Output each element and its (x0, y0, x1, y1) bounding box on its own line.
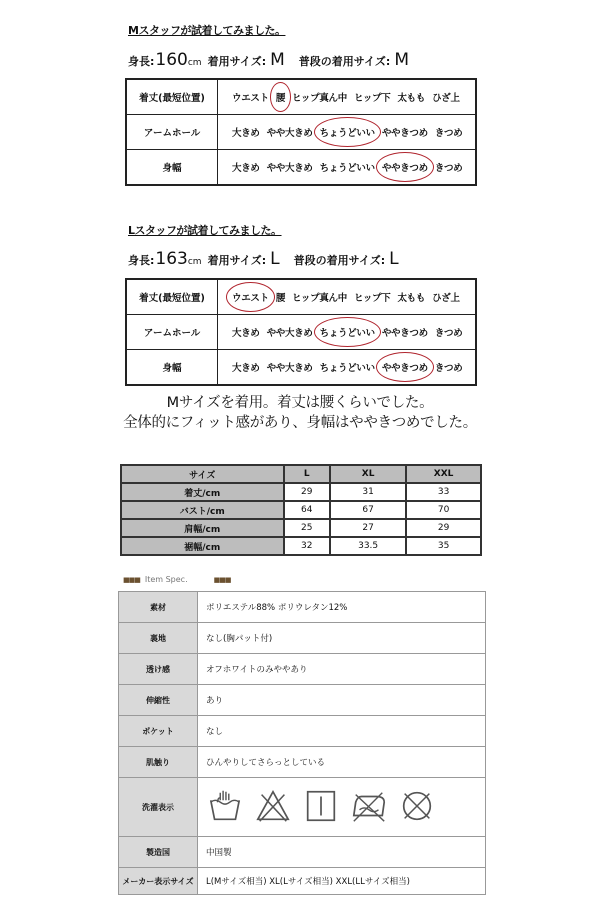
spec-key: 素材 (119, 592, 198, 623)
size-row (121, 519, 481, 537)
fit-option: ややきつめ (381, 128, 428, 139)
fit-option: ちょうどいい (319, 163, 375, 174)
m-staff-fit-table (125, 78, 477, 186)
fit-option: 太もも (397, 93, 426, 104)
fit-option-selected: ややきつめ (382, 160, 428, 174)
fit-option: やや大きめ (266, 163, 313, 174)
fit-row (126, 150, 476, 186)
size-value: 25 (284, 519, 331, 537)
fit-row-label: アームホール (126, 115, 218, 150)
spec-key: 透け感 (119, 654, 198, 685)
fit-row-options (218, 350, 477, 386)
size-value: 35 (406, 537, 481, 555)
height-unit: cm (187, 58, 202, 68)
spec-value: ポリエステル88% ポリウレタン12% (198, 592, 486, 623)
fit-option-selected: ややきつめ (382, 360, 428, 374)
size-header-row (121, 465, 481, 483)
size-header-cell: サイズ (121, 465, 284, 483)
fit-option: ひざ上 (432, 293, 460, 304)
fit-row-label: 身幅 (126, 350, 218, 386)
size-header-cell: L (284, 465, 331, 483)
item-spec-table (118, 591, 486, 895)
spec-row (119, 747, 486, 778)
spec-key: ポケット (119, 716, 198, 747)
size-value: 33 (406, 483, 481, 501)
l-staff-fit-table (125, 278, 477, 386)
spec-row (119, 592, 486, 623)
size-value: 64 (284, 501, 331, 519)
fit-option: ヒップ真ん中 (292, 293, 347, 304)
fit-row-label: アームホール (126, 315, 218, 350)
fit-row (126, 279, 476, 315)
fit-option: 太もも (397, 293, 426, 304)
spec-value: なし (198, 716, 486, 747)
usual-size: M (394, 50, 409, 70)
spec-row (119, 654, 486, 685)
no-bleach-icon (254, 787, 292, 828)
decor-dots-right: ■■■ (213, 575, 231, 584)
line-dry-icon (302, 787, 340, 828)
care-icons (206, 787, 485, 828)
fit-option: ヒップ真ん中 (292, 93, 347, 104)
usual-size: L (389, 249, 399, 269)
fit-option: きつめ (434, 363, 463, 374)
size-table (120, 464, 482, 556)
fit-option-selected: ウエスト (232, 290, 269, 304)
spec-key: 裏地 (119, 623, 198, 654)
fit-option-selected: 腰 (276, 90, 285, 104)
fit-option: ひざ上 (432, 93, 460, 104)
fit-row (126, 350, 476, 386)
size-value: 70 (406, 501, 481, 519)
fit-option: 大きめ (232, 163, 260, 174)
fit-option: ややきつめ (381, 328, 428, 339)
spec-key: 肌触り (119, 747, 198, 778)
fit-option: やや大きめ (266, 328, 313, 339)
low-iron-icon (350, 787, 388, 828)
spec-row (119, 778, 486, 837)
fit-row-options (218, 315, 477, 350)
height-unit: cm (187, 257, 202, 267)
wear-size-label: 着用サイズ: (207, 55, 267, 68)
height-label: 身長: (128, 55, 155, 68)
fit-row-options (218, 115, 477, 150)
fit-row-label: 身幅 (126, 150, 218, 186)
hand-wash-icon (206, 787, 244, 828)
usual-size-label: 普段の着用サイズ: (298, 55, 391, 68)
fit-option: 腰 (275, 293, 286, 304)
fit-row-label: 着丈(最短位置) (126, 79, 218, 115)
spec-value: なし(胸パット付) (198, 623, 486, 654)
size-row (121, 537, 481, 555)
spec-value: ひんやりしてさらっとしている (198, 747, 486, 778)
size-value: 67 (330, 501, 406, 519)
fit-option: ヒップ下 (353, 93, 391, 104)
m-staff-measure (128, 50, 423, 70)
item-spec-heading (118, 575, 235, 584)
fit-option: きつめ (434, 163, 463, 174)
spec-value: オフホワイトのみややあり (198, 654, 486, 685)
spec-row (119, 623, 486, 654)
fit-option: きつめ (434, 328, 463, 339)
fit-row-options (218, 279, 477, 315)
fit-option: ちょうどいい (319, 363, 375, 374)
spec-key: 製造国 (119, 837, 198, 868)
fit-option: 大きめ (232, 328, 260, 339)
fit-option: きつめ (434, 128, 463, 139)
wear-size: L (270, 249, 280, 269)
size-row (121, 501, 481, 519)
size-value: 31 (330, 483, 406, 501)
fit-option: やや大きめ (266, 128, 313, 139)
fit-row (126, 115, 476, 150)
size-header-cell: XXL (406, 465, 481, 483)
fit-option: 大きめ (232, 363, 260, 374)
fit-option: 大きめ (232, 128, 260, 139)
spec-value: あり (198, 685, 486, 716)
height-value: 163 (155, 249, 188, 269)
size-value: 27 (330, 519, 406, 537)
height-value: 160 (155, 50, 188, 70)
fit-option: やや大きめ (266, 363, 313, 374)
spec-key: 洗濯表示 (119, 778, 198, 837)
fit-row (126, 79, 476, 115)
l-staff-title: Lスタッフが試着してみました。 (128, 224, 282, 237)
spec-value: L(Mサイズ相当) XL(Lサイズ相当) XXL(LLサイズ相当) (198, 868, 486, 895)
usual-size-label: 普段の着用サイズ: (293, 254, 386, 267)
fit-row-options (218, 79, 477, 115)
size-value: 32 (284, 537, 331, 555)
spec-row (119, 868, 486, 895)
fit-option-selected: ちょうどいい (320, 125, 375, 139)
l-staff-measure (128, 249, 413, 269)
size-row-label: バスト/cm (121, 501, 284, 519)
summary-line-1: Mサイズを着用。着丈は腰くらいでした。 (166, 395, 434, 411)
fit-option: ヒップ下 (353, 293, 391, 304)
fit-option: ウエスト (232, 93, 269, 104)
no-dryclean-icon (398, 787, 436, 828)
spec-row (119, 716, 486, 747)
size-value: 29 (406, 519, 481, 537)
spec-row (119, 685, 486, 716)
decor-dots-left: ■■■ (123, 575, 140, 584)
summary-line-2: 全体的にフィット感があり、身幅はややきつめでした。 (123, 415, 477, 431)
size-row (121, 483, 481, 501)
item-spec-label: Item Spec. (144, 575, 188, 584)
fit-row (126, 315, 476, 350)
size-value: 33.5 (330, 537, 406, 555)
size-value: 29 (284, 483, 331, 501)
fit-option-selected: ちょうどいい (320, 325, 375, 339)
fit-row-label: 着丈(最短位置) (126, 279, 218, 315)
size-row-label: 着丈/cm (121, 483, 284, 501)
fit-row-options (218, 150, 477, 186)
spec-key: メーカー表示サイズ (119, 868, 198, 895)
spec-key: 伸縮性 (119, 685, 198, 716)
wear-size-label: 着用サイズ: (207, 254, 267, 267)
m-staff-title: Mスタッフが試着してみました。 (128, 24, 286, 37)
spec-value: 中国製 (198, 837, 486, 868)
height-label: 身長: (128, 254, 155, 267)
size-header-cell: XL (330, 465, 406, 483)
size-row-label: 肩幅/cm (121, 519, 284, 537)
size-row-label: 裾幅/cm (121, 537, 284, 555)
wear-size: M (270, 50, 285, 70)
spec-value (198, 778, 486, 837)
spec-row (119, 837, 486, 868)
